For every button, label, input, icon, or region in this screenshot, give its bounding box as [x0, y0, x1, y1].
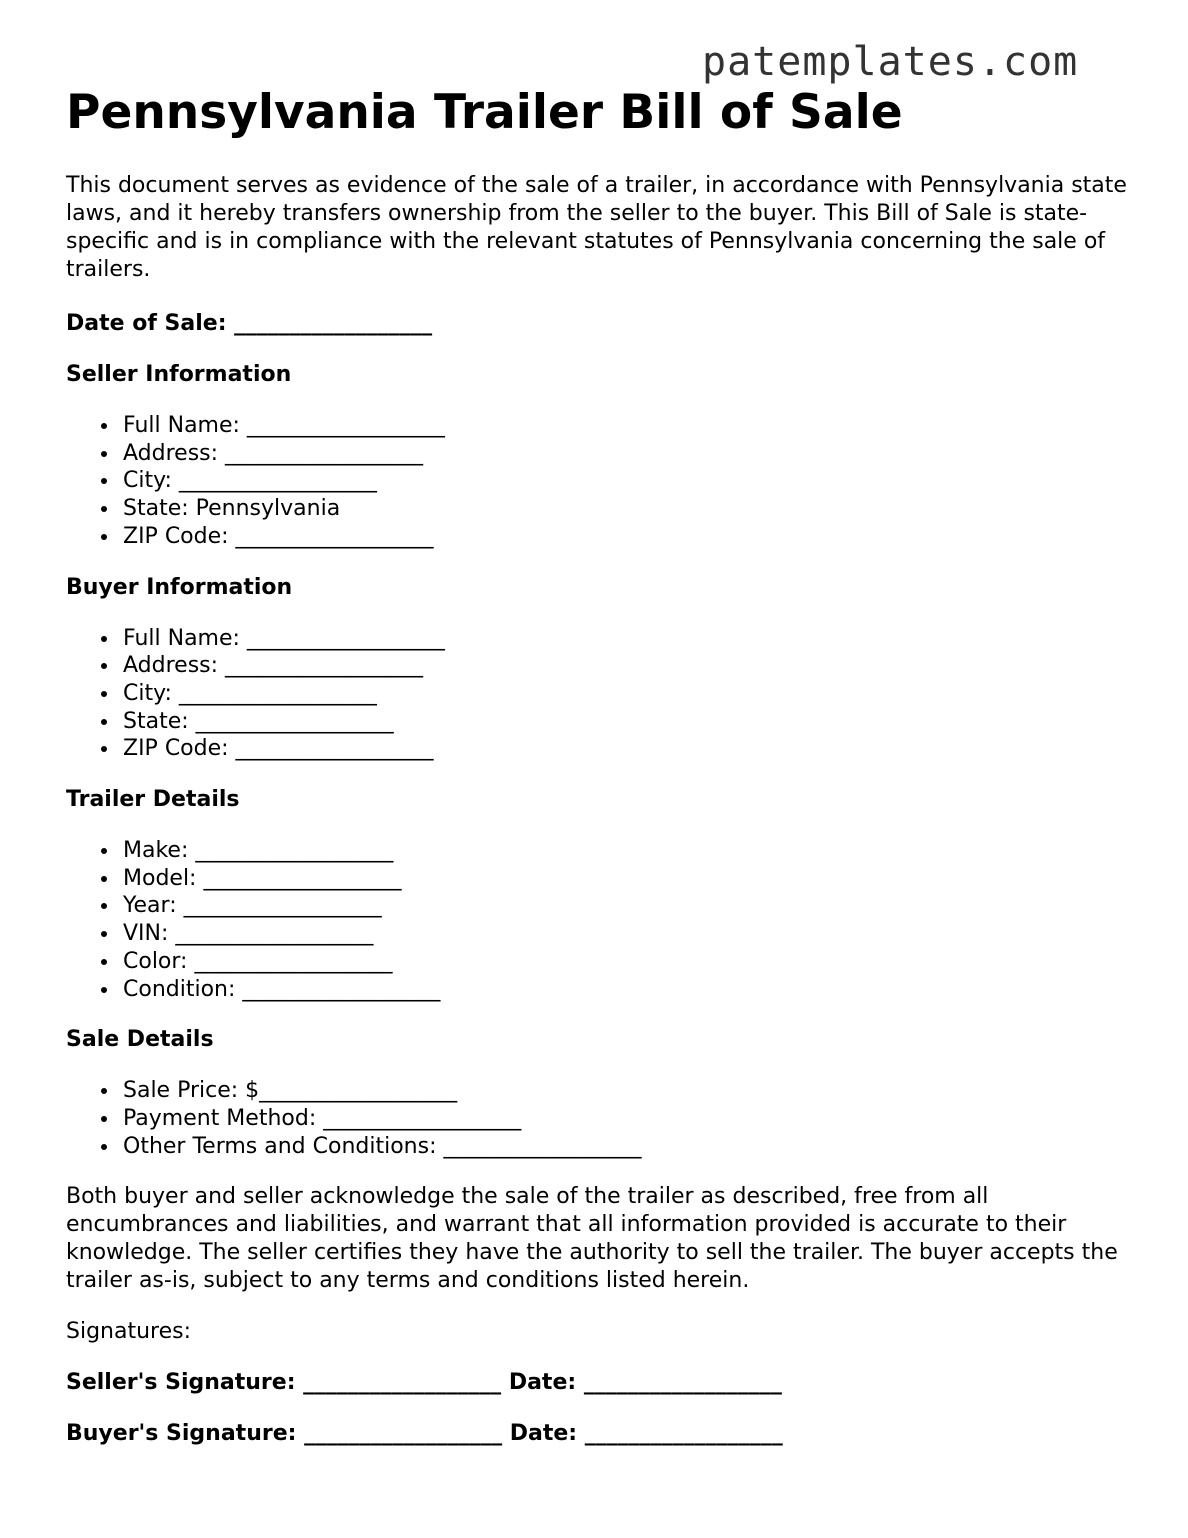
- seller-address-field[interactable]: Address: __________________: [123, 440, 1136, 468]
- document-title: Pennsylvania Trailer Bill of Sale: [66, 85, 903, 140]
- trailer-details-heading: Trailer Details: [66, 787, 240, 813]
- trailer-details-list: [66, 837, 1136, 1003]
- document-body: [66, 82, 1136, 1448]
- watermark: patemplates.com: [702, 39, 1079, 85]
- buyer-full-name-field[interactable]: Full Name: __________________: [123, 625, 1136, 653]
- buyer-zip-field[interactable]: ZIP Code: __________________: [123, 735, 1136, 763]
- seller-city-field[interactable]: City: __________________: [123, 467, 1136, 495]
- buyer-information-heading: Buyer Information: [66, 574, 293, 600]
- trailer-condition-field[interactable]: Condition: __________________: [123, 976, 1136, 1004]
- seller-information-heading: Seller Information: [66, 362, 292, 387]
- other-terms-field[interactable]: Other Terms and Conditions: __________________: [123, 1133, 1136, 1161]
- seller-information-list: [66, 412, 1136, 551]
- trailer-vin-field[interactable]: VIN: __________________: [123, 920, 1136, 948]
- seller-signature-line[interactable]: Seller's Signature: __________________ Date: __________________: [66, 1370, 782, 1396]
- buyer-address-field[interactable]: Address: __________________: [123, 652, 1136, 680]
- sale-details-list: [66, 1077, 1136, 1160]
- signatures-label: Signatures:: [66, 1319, 192, 1345]
- buyer-information-list: [66, 625, 1136, 764]
- trailer-year-field[interactable]: Year: __________________: [123, 892, 1136, 920]
- buyer-signature-line[interactable]: Buyer's Signature: __________________ Date: __________________: [66, 1421, 783, 1447]
- trailer-model-field[interactable]: Model: __________________: [123, 865, 1136, 893]
- acknowledgement-paragraph: Both buyer and seller acknowledge the sale of the trailer as described, free from all encumbrances and liabilities, and warrant that all information provided is accurate to their knowledge. The seller certifies they have the authority to sell the trailer. The buyer accepts the trailer as-is, subject to any terms and conditions listed herein.: [66, 1184, 1118, 1294]
- buyer-city-field[interactable]: City: __________________: [123, 680, 1136, 708]
- trailer-color-field[interactable]: Color: __________________: [123, 948, 1136, 976]
- payment-method-field[interactable]: Payment Method: __________________: [123, 1105, 1136, 1133]
- buyer-state-field[interactable]: State: __________________: [123, 708, 1136, 736]
- sale-details-heading: Sale Details: [66, 1027, 214, 1053]
- seller-state-field: State: Pennsylvania: [123, 495, 1136, 523]
- sale-price-field[interactable]: Sale Price: $__________________: [123, 1077, 1136, 1105]
- seller-full-name-field[interactable]: Full Name: __________________: [123, 412, 1136, 440]
- date-of-sale-field[interactable]: Date of Sale: __________________: [66, 311, 433, 336]
- intro-paragraph: This document serves as evidence of the sale of a trailer, in accordance with Pennsylvania state laws, and it hereby transfers ownership from the seller to the buyer. This Bill of Sale is state-specific and is in compliance with the relevant statutes of Pennsylvania concerning the sale of trailers.: [66, 173, 1127, 282]
- trailer-make-field[interactable]: Make: __________________: [123, 837, 1136, 865]
- seller-zip-field[interactable]: ZIP Code: __________________: [123, 523, 1136, 551]
